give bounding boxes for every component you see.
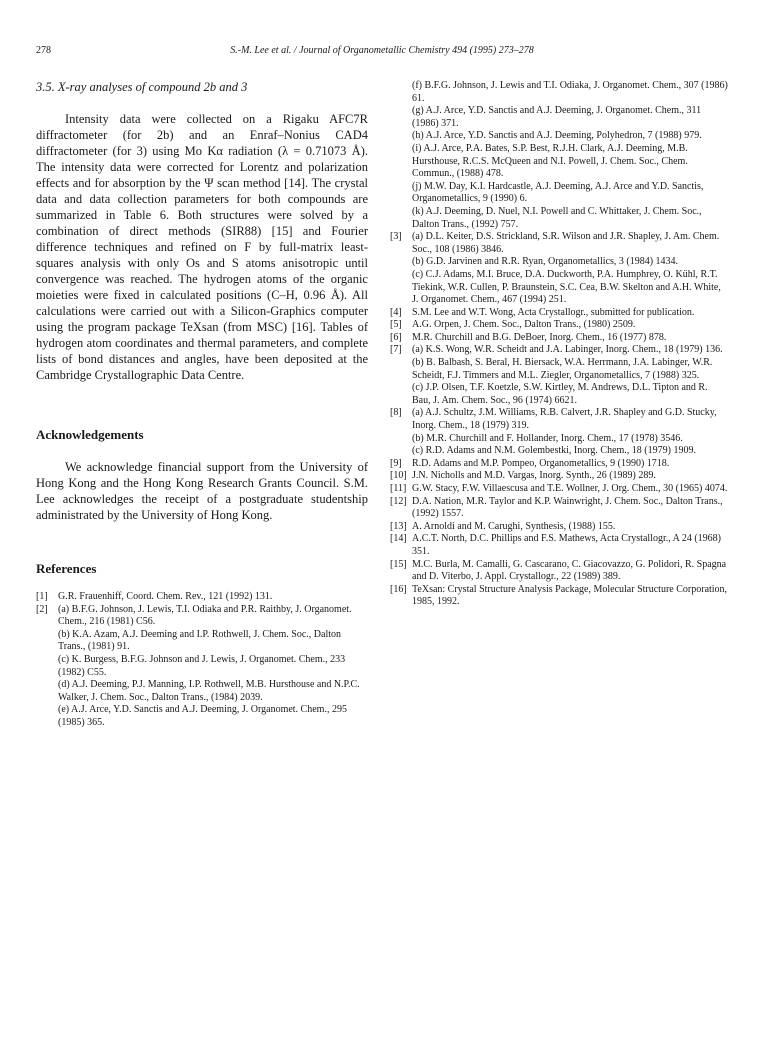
- left-column: [36, 80, 368, 730]
- references-heading: References: [36, 561, 97, 576]
- reference-item: [15] M.C. Burla, M. Camalli, G. Cascarano, C. Giacovazzo, G. Polidori, R. Spagna and D. Viterbo, J. Appl. Crystallogr., 22 (1989) 389.: [390, 558, 727, 583]
- reference-subitem: (c) J.P. Olsen, T.F. Koetzle, S.W. Kirtley, M. Andrews, D.L. Tipton and R. Bau, J. Am. Chem. Soc., 96 (1974) 6621.: [412, 382, 708, 406]
- acknowledgements-heading: Acknowledgements: [36, 427, 144, 442]
- reference-item: [13] A. Arnoldi and M. Carughi, Synthesis, (1988) 155.: [390, 520, 616, 532]
- running-title: S.-M. Lee et al. / Journal of Organometallic Chemistry 494 (1995) 273–278: [230, 45, 534, 56]
- reference-subitem: (i) A.J. Arce, P.A. Bates, S.P. Best, R.J.H. Clark, A.J. Deeming, M.B. Hursthouse, R.C.S. McQueen and N.I. Powell, J. Chem. Soc., Chem. Commun., (1988) 478.: [412, 142, 688, 180]
- reference-subitem: (c) K. Burgess, B.F.G. Johnson and J. Lewis, J. Organomet. Chem., 233 (1982) C55.: [58, 653, 346, 678]
- reference-item: [9] R.D. Adams and M.P. Pompeo, Organometallics, 9 (1990) 1718.: [390, 457, 670, 469]
- reference-subitem: (e) A.J. Arce, Y.D. Sanctis and A.J. Deeming, J. Organomet. Chem., 295 (1985) 365.: [58, 704, 347, 728]
- reference-subitem: (c) R.D. Adams and N.M. Golembestki, Inorg. Chem., 18 (1979) 1909.: [412, 445, 696, 457]
- section-title: 3.5. X-ray analyses of compound 2b and 3: [36, 80, 248, 94]
- reference-subitem: (d) A.J. Deeming, P.J. Manning, I.P. Rothwell, M.B. Hursthouse and N.P.C. Walker, J. Chem. Soc., Dalton Trans., (1984) 2039.: [58, 679, 360, 703]
- reference-item: [16] TeXsan: Crystal Structure Analysis Package, Molecular Structure Corporation, 1985, 1992.: [390, 583, 728, 608]
- reference-item: [3] (a) D.L. Keiter, D.S. Strickland, S.R. Wilson and J.R. Shapley, J. Am. Chem. Soc., 108 (1986) 3846.: [390, 231, 720, 255]
- reference-subitem: (b) M.R. Churchill and F. Hollander, Inorg. Chem., 17 (1978) 3546.: [412, 432, 683, 444]
- reference-item: [5] A.G. Orpen, J. Chem. Soc., Dalton Trans., (1980) 2509.: [390, 319, 636, 331]
- reference-item: [10] J.N. Nicholls and M.D. Vargas, Inorg. Synth., 26 (1989) 289.: [390, 470, 656, 482]
- reference-subitem: (b) B. Balbash, S. Beral, H. Biersack, W.A. Herrmann, J.A. Labinger, W.R. Scheidt, F.J. Timmers and M.L. Ziegler, Organometallics, 7 (1988) 325.: [412, 357, 713, 381]
- reference-subitem: (f) B.F.G. Johnson, J. Lewis and T.I. Odiaka, J. Organomet. Chem., 307 (1986) 61.: [412, 80, 728, 104]
- running-header: [36, 45, 728, 61]
- references-list-right: [390, 80, 728, 609]
- acknowledgements-text: We acknowledge financial support from the University of Hong Kong and the Hong Kong Research Grants Council. S.M. Lee acknowledges the receipt of a postgraduate studentship administrated by the University of Hong Kong.: [36, 460, 368, 522]
- reference-item: [14] A.C.T. North, D.C. Phillips and F.S. Mathews, Acta Crystallogr., A 24 (1968) 351.: [390, 533, 722, 557]
- reference-subitem: (b) K.A. Azam, A.J. Deeming and I.P. Rothwell, J. Chem. Soc., Dalton Trans., (1981) 91.: [58, 628, 342, 653]
- reference-item: [7] (a) K.S. Wong, W.R. Scheidt and J.A. Labinger, Inorg. Chem., 18 (1979) 136.: [390, 344, 723, 356]
- reference-subitem: (j) M.W. Day, K.I. Hardcastle, A.J. Deeming, A.J. Arce and Y.D. Sanctis, Organometallics, 9 (1990) 6.: [412, 180, 704, 205]
- xray-paragraph: Intensity data were collected on a Rigaku AFC7R diffractometer (for 2b) and an Enraf–Nonius CAD4 diffractometer (for 3) using Mo Kα radiation (λ = 0.71073 Å). The intensity data were corrected for Lorentz and polarization effects and for absorption by the Ψ scan method [14]. The crystal data and data collection parameters for both compounds are summarized in Table 6. Both structures were solved by a combination of direct methods (SIR88) [15] and Fourier difference techniques and refined on F by full-matrix least-squares analysis with only Os and S atoms anisotropic until convergence was reached. The hydrogen atoms of the organic moieties were fixed in calculated positions (C–H, 0.96 Å). All calculations were carried out with a Silicon-Graphics computer using the program package TeXsan (from MSC) [16]. Tables of hydrogen atom coordinates and thermal parameters, and complete lists of bond distances and angles, have been deposited at the Cambridge Crystallographic Data Centre.: [36, 112, 368, 382]
- reference-item: [1] G.R. Frauenhiff, Coord. Chem. Rev., 121 (1992) 131.: [36, 591, 273, 602]
- reference-subitem: (b) G.D. Jarvinen and R.R. Ryan, Organometallics, 3 (1984) 1434.: [412, 256, 679, 268]
- reference-subitem: (c) C.J. Adams, M.I. Bruce, D.A. Duckworth, P.A. Humphrey, O. Kühl, R.T. Tiekink, W.R. Cullen, P. Braunstein, S.C. Cea, B.W. Skelton and A.H. White, J. Organomet. Chem., 467 (1994) 251.: [412, 268, 721, 306]
- reference-item: [11] G.W. Stacy, F.W. Villaescusa and T.E. Wollner, J. Org. Chem., 30 (1965) 4074.: [390, 483, 728, 494]
- reference-item: [8] (a) A.J. Schultz, J.M. Williams, R.B. Calvert, J.R. Shapley and G.D. Stucky, Inorg. Chem., 18 (1979) 319.: [390, 407, 717, 432]
- reference-item: [4] S.M. Lee and W.T. Wong, Acta Crystallogr., submitted for publication.: [390, 306, 695, 318]
- reference-subitem: (h) A.J. Arce, Y.D. Sanctis and A.J. Deeming, Polyhedron, 7 (1988) 979.: [412, 130, 702, 142]
- reference-item: [2] (a) B.F.G. Johnson, J. Lewis, T.I. Odiaka and P.R. Raithby, J. Organomet. Chem., 216 (1981) C56.: [36, 603, 352, 628]
- reference-subitem: (k) A.J. Deeming, D. Nuel, N.I. Powell and C. Whittaker, J. Chem. Soc., Dalton Trans., (1992) 757.: [412, 205, 702, 230]
- reference-item: [6] M.R. Churchill and B.G. DeBoer, Inorg. Chem., 16 (1977) 878.: [390, 331, 667, 343]
- reference-subitem: (g) A.J. Arce, Y.D. Sanctis and A.J. Deeming, J. Organomet. Chem., 311 (1986) 371.: [412, 105, 702, 129]
- right-column: [390, 80, 728, 609]
- reference-item: [12] D.A. Nation, M.R. Taylor and K.P. Wainwright, J. Chem. Soc., Dalton Trans., (1992) 1557.: [390, 495, 723, 520]
- page-number: 278: [36, 45, 51, 56]
- references-list-left: [36, 591, 368, 730]
